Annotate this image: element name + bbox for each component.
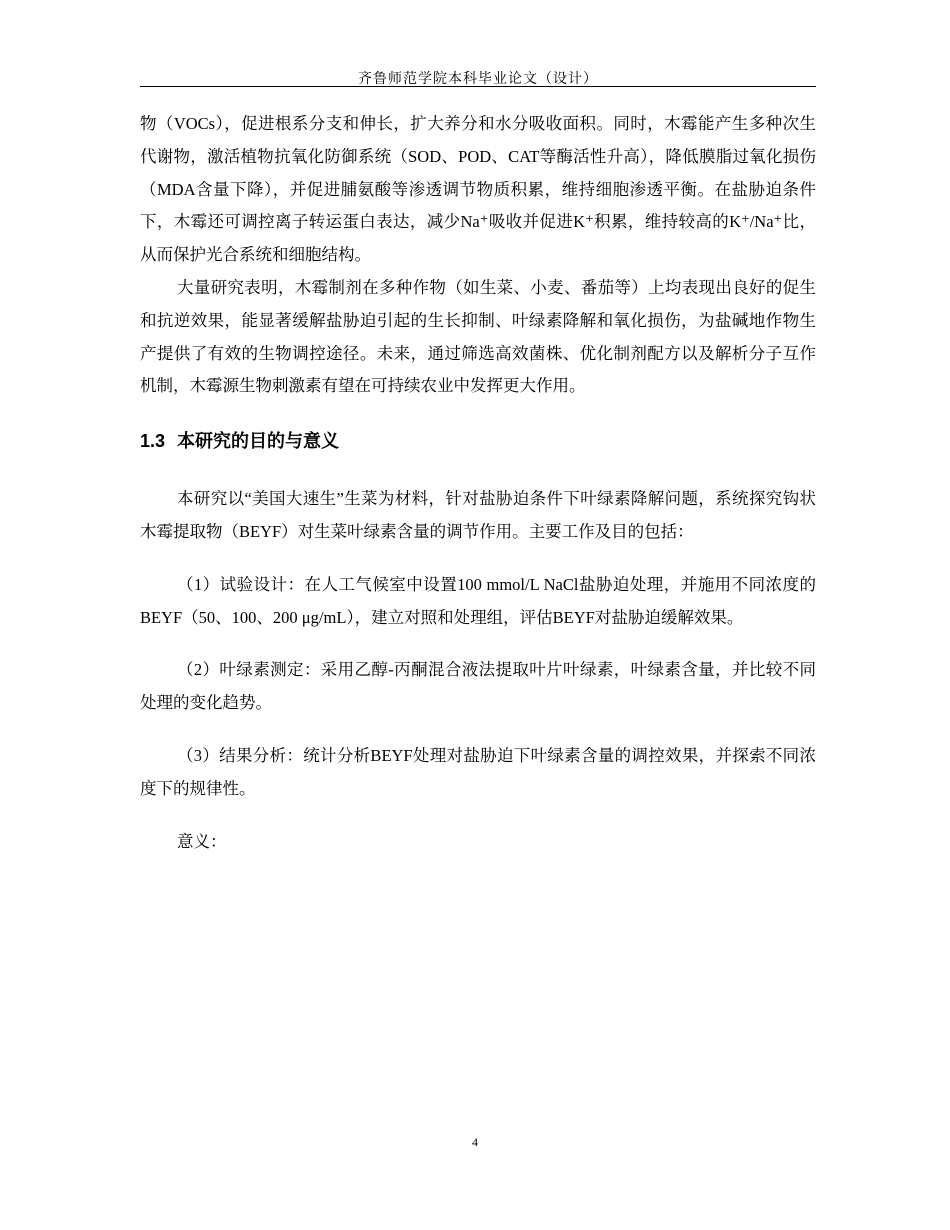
significance-label: 意义： — [177, 831, 227, 851]
list-item-design: （1）试验设计：在人工气候室中设置100 mmol/L NaCl盐胁迫处理，并施用不同浓度的BEYF（50、100、200 μg/mL），建立对照和处理组，评估BEYF对盐胁迫缓解效果。 — [140, 574, 816, 627]
section-title: 本研究的目的与意义 — [177, 431, 340, 452]
list-item-analysis: （3）结果分析：统计分析BEYF处理对盐胁迫下叶绿素含量的调控效果，并探索不同浓度下的规律性。 — [140, 745, 816, 798]
page-number: 4 — [472, 1135, 478, 1149]
paragraph-research-summary: 大量研究表明，木霉制剂在多种作物（如生菜、小麦、番茄等）上均表现出良好的促生和抗逆效果，能显著缓解盐胁迫引起的生长抑制、叶绿素降解和氧化损伤，为盐碱地作物生产提供了有效的生物调控途径。未来，通过筛选高效菌株、优化制剂配方以及解析分子互作机制，木霉源生物刺激素有望在可持续农业中发挥更大作用。 — [140, 277, 816, 396]
paragraph-mechanism: 物（VOCs），促进根系分支和伸长，扩大养分和水分吸收面积。同时，木霉能产生多种次生代谢物，激活植物抗氧化防御系统（SOD、POD、CAT等酶活性升高），降低膜脂过氧化损伤（MDA含量下降），并促进脯氨酸等渗透调节物质积累，维持细胞渗透平衡。在盐胁迫条件下，木霉还可调控离子转运蛋白表达，减少Na⁺吸收并促进K⁺积累，维持较高的K⁺/Na⁺比，从而保护光合系统和细胞结构。 — [140, 114, 816, 265]
running-header: 齐鲁师范学院本科毕业论文（设计） — [358, 72, 598, 87]
list-item-measurement: （2）叶绿素测定：采用乙醇-丙酮混合液法提取叶片叶绿素，叶绿素含量，并比较不同处理的变化趋势。 — [140, 660, 816, 713]
section-heading — [140, 426, 816, 456]
paragraph-intro: 本研究以“美国大速生”生菜为材料，针对盐胁迫条件下叶绿素降解问题，系统探究钩状木霉提取物（BEYF）对生菜叶绿素含量的调节作用。主要工作及目的包括： — [140, 489, 816, 541]
page-body — [140, 108, 816, 858]
section-number: 1.3 — [140, 431, 166, 452]
header-rule — [140, 86, 816, 87]
